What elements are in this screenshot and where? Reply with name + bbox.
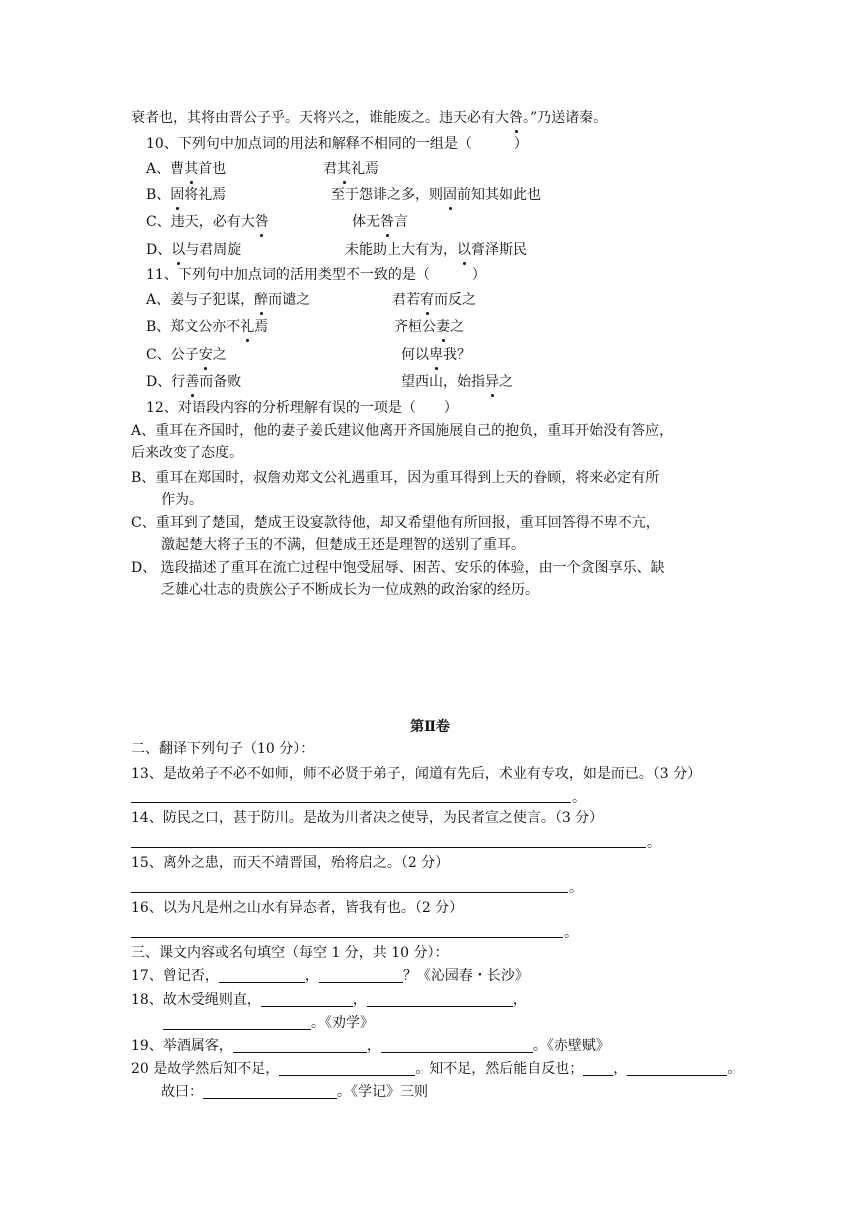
q12-option-d-line2: 乏雄心壮志的贵族公子不断成长为一位成熟的政治家的经历。: [161, 582, 539, 598]
q12-option-c-line2: 激起楚大将子玉的不满，但楚成王还是理智的送别了重耳。: [161, 537, 525, 553]
q19-blank-1[interactable]: [233, 1036, 367, 1053]
q19-line: 19、举酒属客， ， 。《赤壁赋》: [131, 1038, 610, 1054]
q20-blank-1[interactable]: [279, 1059, 415, 1076]
q11-option-c-left: C、公子安之: [146, 347, 227, 363]
q12-option-a-line2: 后来改变了态度。: [131, 445, 243, 461]
q19-blank-2[interactable]: [381, 1036, 533, 1053]
q20-blank-4[interactable]: [203, 1082, 337, 1099]
q12-stem: 12、对语段内容的分析理解有误的一项是（ ）: [146, 400, 458, 416]
q11-option-a-left: A、姜与子犯谋，醉而谴之: [146, 292, 311, 308]
q12-option-b-line2: 作为。: [161, 492, 203, 508]
q16-answer-line[interactable]: [131, 936, 563, 938]
q10-option-c-left: C、违天，必有大咎: [146, 214, 269, 230]
q11-option-b-right: 齐桓公妻之: [394, 319, 464, 335]
q14-answer-line[interactable]: [131, 846, 646, 848]
q13-period: 。: [572, 790, 586, 806]
q18-blank-3[interactable]: [163, 1013, 311, 1030]
q11-option-c-right: 何以卑我？: [401, 347, 471, 363]
q12-option-d-line1: D、 选段描述了重耳在流亡过程中饱受屈辱、困苦、安乐的体验，由一个贪图享乐、缺: [131, 560, 665, 576]
q10-option-a-right: 君其礼焉: [323, 161, 379, 177]
intro-line: [131, 108, 607, 128]
q12-option-b-line1: B、重耳在郑国时，叔詹劝郑文公礼遇重耳，因为重耳得到上天的眷顾，将来必定有所: [131, 470, 660, 486]
intro-text: 衰者也，其将由晋公子乎。天将兴之，谁能废之。违天必有大: [131, 110, 509, 126]
q18-blank-1[interactable]: [261, 990, 353, 1007]
section-3-heading: 三、课文内容或名句填空（每空 1 分，共 10 分）：: [131, 945, 449, 961]
q14-period: 。: [647, 835, 661, 851]
q17-blank-1[interactable]: [219, 966, 305, 983]
q10-option-d-left: D、以与君周旋: [146, 242, 242, 258]
q11-stem: 11、下列句中加点词的活用类型不一致的是（ ）: [146, 267, 486, 283]
q11-option-b-left: B、郑文公亦不礼焉: [146, 319, 269, 335]
q10-option-a-left: A、曹其首也: [146, 161, 227, 177]
q17-blank-2[interactable]: [319, 966, 403, 983]
section-title: 第Ⅱ卷: [410, 719, 450, 735]
q18-line: 18、故木受绳则直， ， ，: [131, 992, 527, 1008]
q15-answer-line[interactable]: [131, 891, 568, 893]
q11-option-d-left: D、行善而备败: [146, 374, 242, 390]
q20-blank-2[interactable]: [583, 1059, 613, 1076]
intro-text-end: 。”乃送诸秦。: [523, 110, 608, 126]
q13-answer-line[interactable]: [131, 801, 571, 803]
q10-option-b-right: 至于怨诽之多，则固前知其如此也: [331, 187, 541, 203]
q11-option-d-right: 望西山，始指异之: [401, 374, 513, 390]
q10-stem: 10、下列句中加点词的用法和解释不相同的一组是（ ）: [146, 136, 528, 152]
q20-line-2: 故曰： 。《学记》三则: [161, 1084, 428, 1100]
q12-option-a-line1: A、重耳在齐国时，他的妻子姜氏建议他离开齐国施展自己的抱负，重耳开始没有答应，: [131, 423, 674, 439]
q18-blank-2[interactable]: [367, 990, 513, 1007]
q10-option-c-right: 体无咎言: [352, 214, 408, 230]
section-2-heading: 二、翻译下列句子（10 分）：: [131, 741, 315, 757]
q11-option-a-right: 君若宥而反之: [392, 292, 476, 308]
q16-text: 16、以为凡是州之山水有异态者，皆我有也。（2 分）: [131, 900, 464, 916]
q20-line: 20 是故学然后知不足， 。知不足，然后能自反也； ， 。: [131, 1061, 742, 1077]
dotted-char: 咎: [509, 110, 523, 126]
q18-line-2: 。《劝学》: [163, 1013, 374, 1033]
q15-text: 15、离外之患，而天不靖晋国，殆将启之。（2 分）: [131, 855, 450, 871]
q17-line: 17、曾记否， ， ？《沁园春・长沙》: [131, 968, 529, 984]
q16-period: 。: [564, 925, 578, 941]
q12-option-c-line1: C、重耳到了楚国，楚成王设宴款待他，却又希望他有所回报，重耳回答得不卑不亢，: [131, 515, 660, 531]
q10-option-d-right: 未能助上大有为，以膏泽斯民: [345, 242, 527, 258]
q10-option-b-left: B、固将礼焉: [146, 187, 227, 203]
q14-text: 14、防民之口，甚于防川。是故为川者决之使导，为民者宣之使言。（3 分）: [131, 810, 604, 826]
q15-period: 。: [569, 880, 583, 896]
q13-text: 13、是故弟子不必不如师，师不必贤于弟子，闻道有先后，术业有专攻，如是而已。（3 分）: [131, 766, 702, 782]
q20-blank-3[interactable]: [627, 1059, 727, 1076]
